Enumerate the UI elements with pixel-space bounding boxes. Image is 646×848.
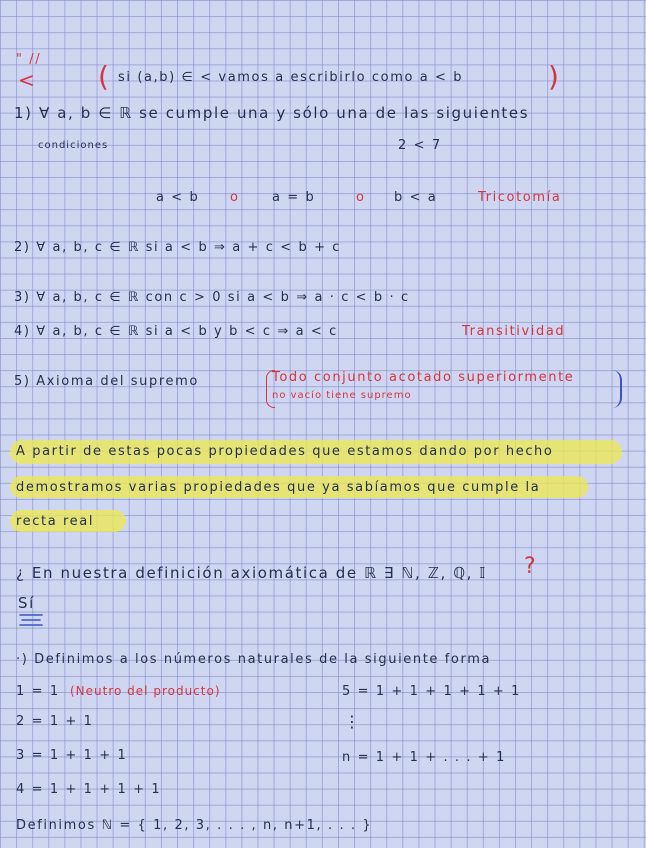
question-answer: Sí — [18, 594, 35, 612]
axiom-5-text: 5) Axioma del supremo — [14, 374, 199, 389]
or-1: o — [230, 190, 240, 205]
natural-three: 3 = 1 + 1 + 1 — [16, 748, 128, 763]
question-mark: ? — [524, 554, 538, 579]
question-text: ¿ En nuestra definición axiomática de ℝ ∃ ℕ, ℤ, ℚ, 𝕀 — [16, 564, 487, 582]
natural-one-note: (Neutro del producto) — [70, 684, 221, 698]
highlight-line-2: demostramos varias propiedades que ya sabíamos que cumple la — [16, 480, 541, 495]
tick-marks: " // — [16, 52, 42, 67]
natural-four: 4 = 1 + 1 + 1 + 1 — [16, 782, 162, 797]
transitivity-label: Transitividad — [462, 324, 566, 339]
axiom-1-text: 1) ∀ a, b ∈ ℝ se cumple una y sólo una de las siguientes — [14, 104, 530, 122]
open-paren: ( — [98, 60, 111, 93]
tricotomy-case-b: a = b — [272, 190, 316, 205]
highlight-line-3: recta real — [16, 514, 95, 529]
axiom-1-line2: condiciones — [38, 140, 109, 151]
naturals-intro: ·) Definimos a los números naturales de la siguiente forma — [16, 652, 492, 667]
answer-underline — [18, 612, 46, 628]
highlight-line-1: A partir de estas pocas propiedades que estamos dando por hecho — [16, 444, 554, 459]
order-symbol: < — [18, 68, 37, 92]
note-bracket-right — [612, 370, 622, 408]
vertical-dots: ⋮ — [344, 712, 362, 731]
tricotomy-case-a: a < b — [156, 190, 200, 205]
or-2: o — [356, 190, 366, 205]
naturals-definition: Definimos ℕ = { 1, 2, 3, . . . , n, n+1, . . . } — [16, 818, 373, 833]
natural-five: 5 = 1 + 1 + 1 + 1 + 1 — [342, 684, 522, 699]
axiom-2-text: 2) ∀ a, b, c ∈ ℝ si a < b ⇒ a + c < b + c — [14, 240, 342, 255]
natural-two: 2 = 1 + 1 — [16, 714, 94, 729]
header-note: si (a,b) ∈ < vamos a escribirlo como a < b — [118, 70, 464, 85]
axiom-1-example: 2 < 7 — [398, 138, 442, 153]
supremum-note-line1: Todo conjunto acotado superiormente — [272, 370, 575, 385]
supremum-note-line2: no vacío tiene supremo — [272, 390, 412, 401]
natural-one: 1 = 1 — [16, 684, 60, 699]
axiom-3-text: 3) ∀ a, b, c ∈ ℝ con c > 0 si a < b ⇒ a · c < b · c — [14, 290, 410, 305]
natural-n: n = 1 + 1 + . . . + 1 — [342, 750, 506, 765]
tricotomy-label: Tricotomía — [478, 190, 562, 205]
close-paren: ) — [548, 60, 561, 93]
axiom-4-text: 4) ∀ a, b, c ∈ ℝ si a < b y b < c ⇒ a < c — [14, 324, 338, 339]
tricotomy-case-c: b < a — [394, 190, 438, 205]
